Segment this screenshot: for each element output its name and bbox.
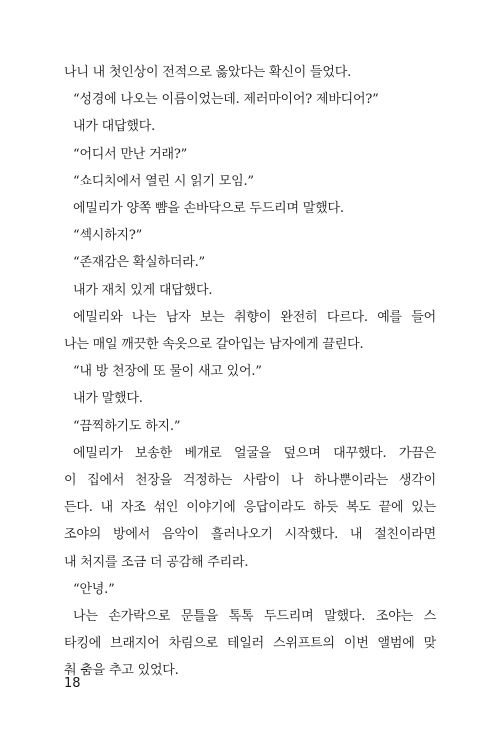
- text-line: “섹시하지?”: [73, 228, 143, 243]
- text-line: 이 집에서 천장을 걱정하는 사람이 나 하나뿐이라는 생각이: [64, 473, 436, 488]
- text-line: “내 방 천장에 또 물이 새고 있어.”: [73, 364, 262, 379]
- text-line: “존재감은 확실하더라.”: [73, 255, 205, 270]
- text-line: “끔찍하기도 하지.”: [73, 419, 181, 434]
- text-line: 에밀리가 보송한 베개로 얼굴을 덮으며 대꾸했다. 가끔은: [73, 446, 436, 461]
- text-line: “쇼디치에서 열린 시 읽기 모임.”: [73, 174, 254, 189]
- text-line: 에밀리와 나는 남자 보는 취향이 완전히 다르다. 예를 들어: [73, 310, 436, 325]
- text-line: 에밀리가 양쪽 뺨을 손바닥으로 두드리며 말했다.: [73, 201, 344, 216]
- text-line: 내가 말했다.: [73, 391, 143, 406]
- text-line: 나는 매일 깨끗한 속옷으로 갈아입는 남자에게 끌린다.: [64, 337, 364, 352]
- text-line: 춰 춤을 추고 있었다.: [64, 663, 179, 678]
- text-line: 내 처지를 조금 더 공감해 주리라.: [64, 555, 249, 570]
- text-line: 타킹에 브래지어 차림으로 테일러 스위프트의 이번 앨범에 맞: [64, 636, 436, 651]
- text-line: 내가 대답했다.: [73, 119, 156, 134]
- text-line: “성경에 나오는 이름이었는데. 제러마이어? 제바디어?”: [73, 92, 379, 107]
- text-line: 조야의 방에서 음악이 흘러나오기 시작했다. 내 절친이라면: [64, 527, 436, 542]
- text-line: “어디서 만난 거래?”: [73, 147, 188, 162]
- page-number: 18: [64, 676, 81, 691]
- text-line: 내가 재치 있게 대답했다.: [73, 283, 213, 298]
- text-line: 나니 내 첫인상이 전적으로 옳았다는 확신이 들었다.: [64, 65, 352, 80]
- text-line: “안녕.”: [73, 582, 115, 597]
- text-line: 나는 손가락으로 문틀을 톡톡 두드리며 말했다. 조야는 스: [73, 609, 436, 624]
- text-line: 든다. 내 자조 섞인 이야기에 응답이라도 하듯 복도 끝에 있는: [64, 500, 436, 515]
